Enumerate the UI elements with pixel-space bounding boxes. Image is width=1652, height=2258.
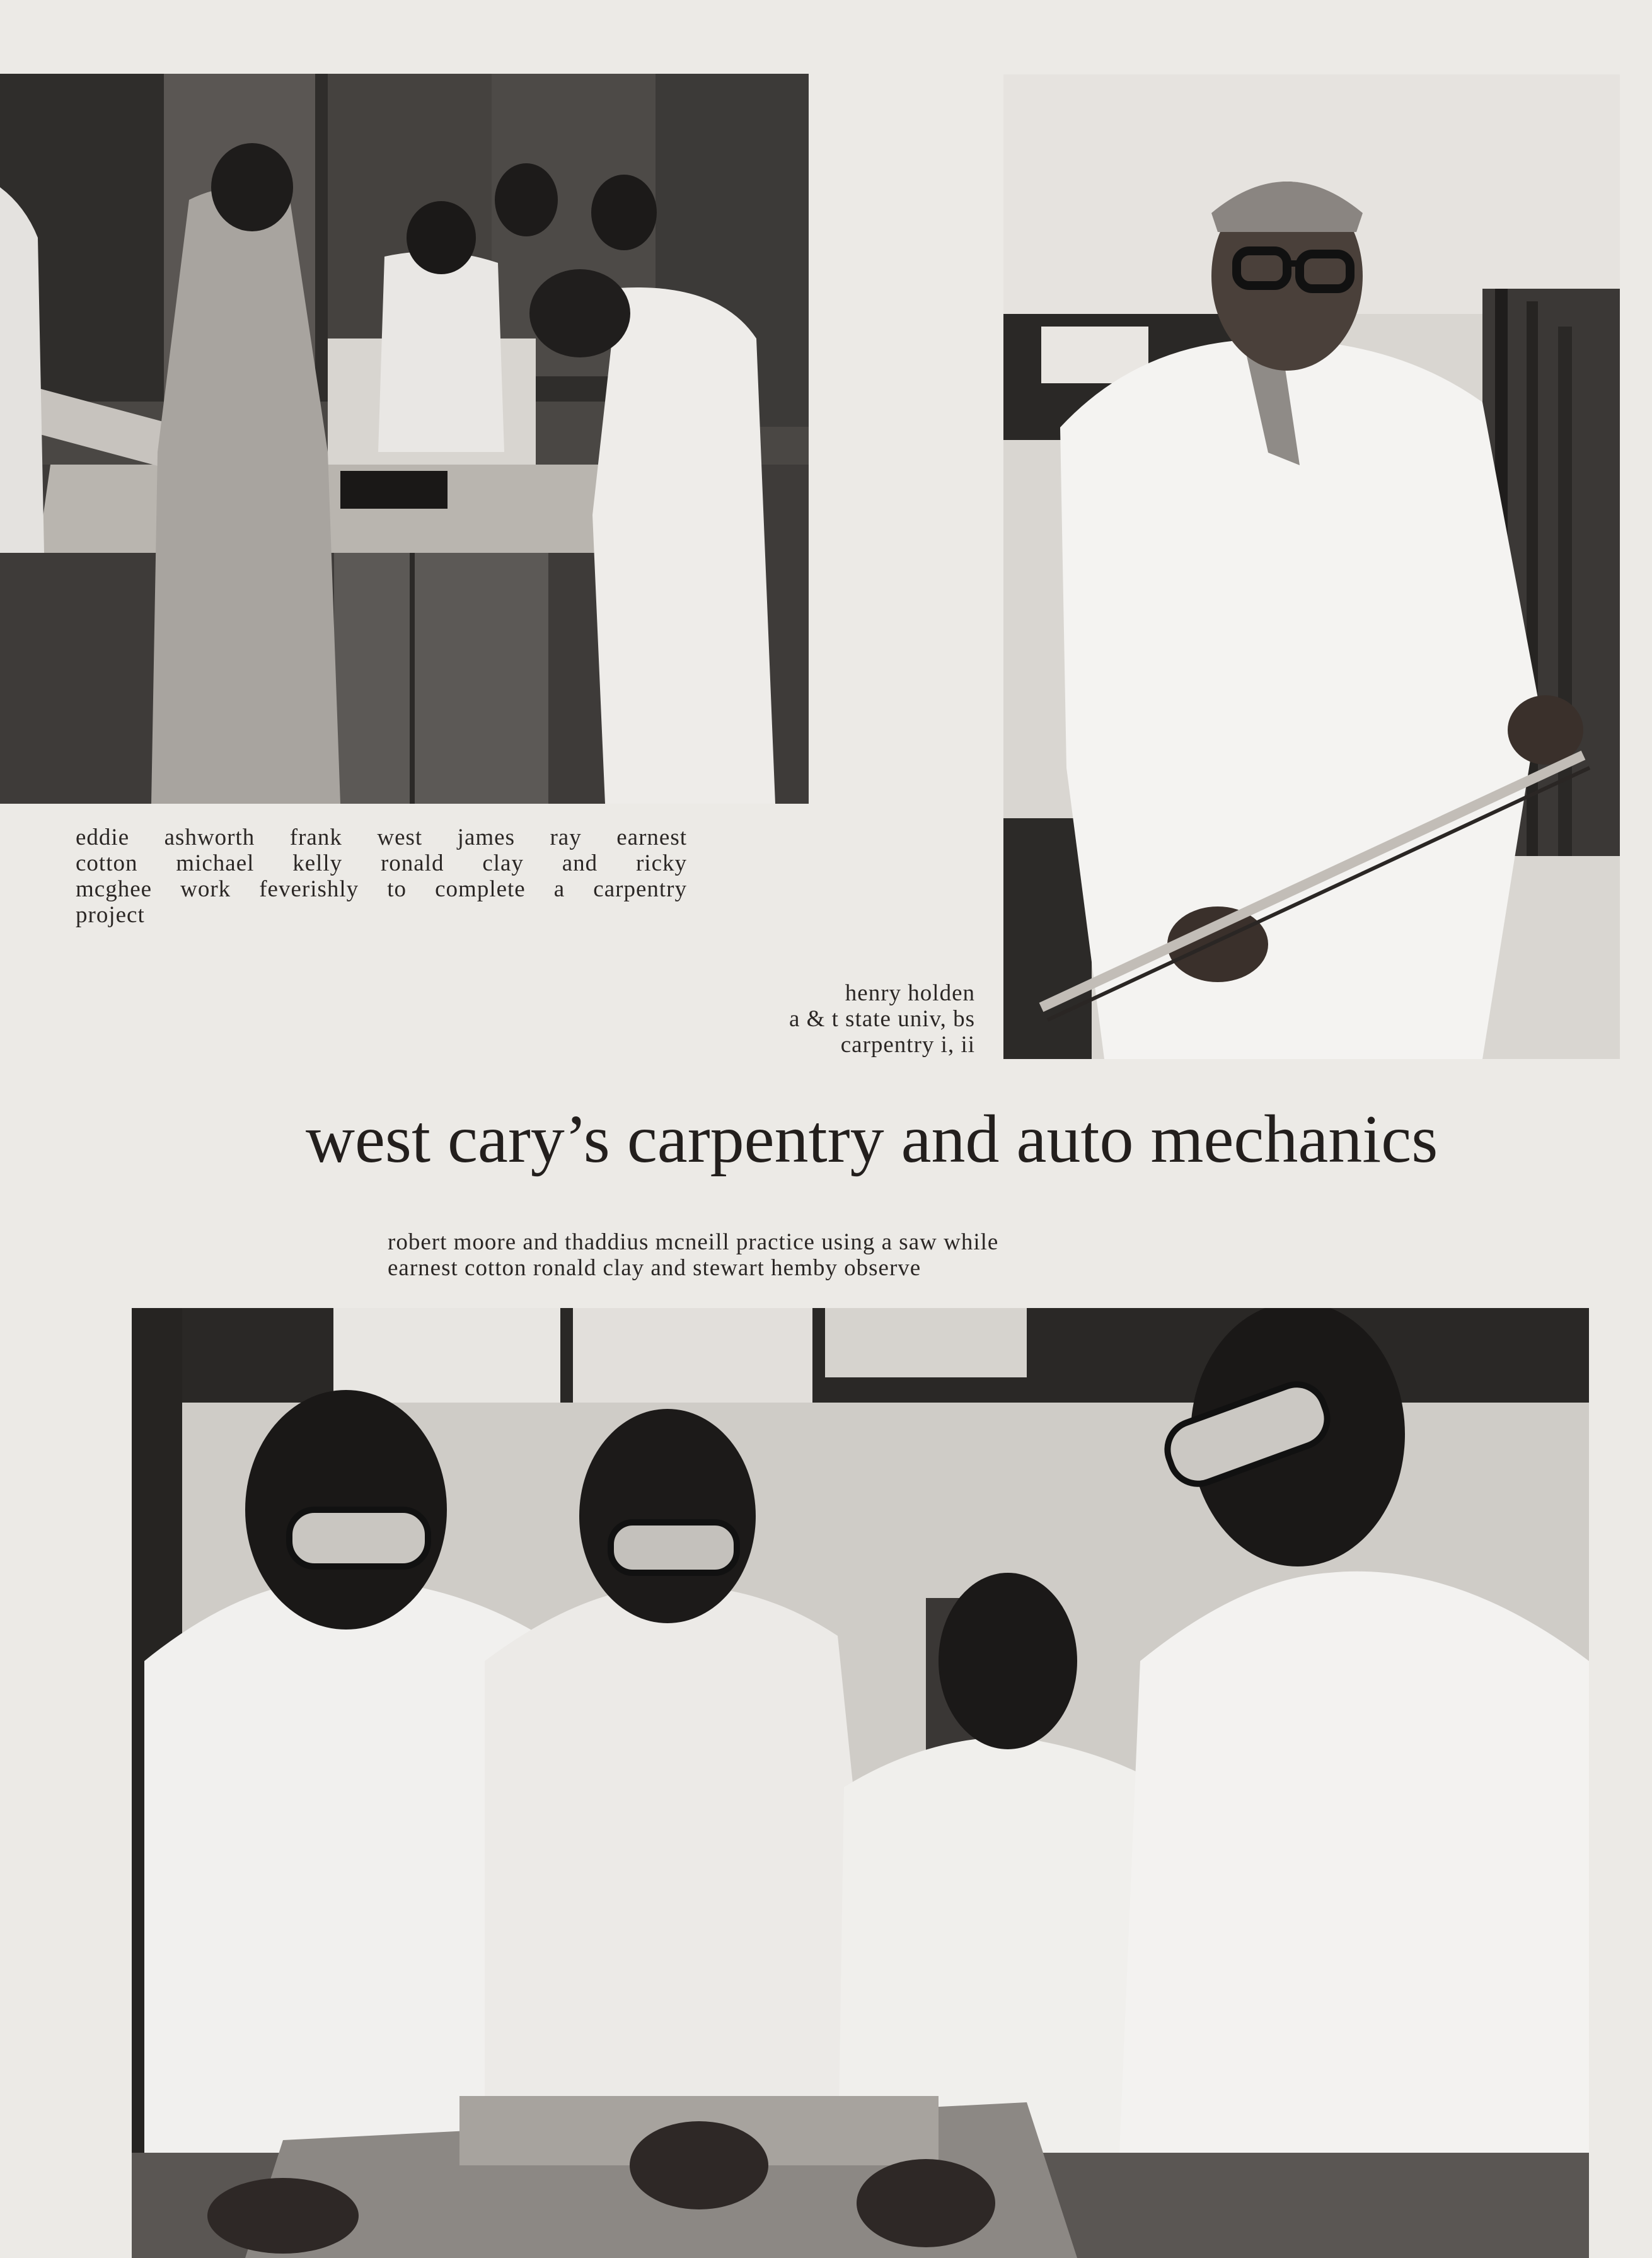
instructor-degree: a & t state univ, bs: [788, 1006, 975, 1032]
table-saw-photo: [132, 1308, 1589, 2258]
caption-line: eddie ashworth frank west james ray earnest: [76, 825, 687, 850]
table-saw-photo-image: [132, 1308, 1589, 2258]
workshop-photo-image: [0, 74, 809, 804]
instructor-photo-image: [1003, 74, 1620, 1059]
caption-line: project: [76, 902, 145, 928]
instructor-photo: [1003, 74, 1620, 1059]
caption-line: robert moore and thaddius mcneill practice using a saw while: [388, 1229, 999, 1255]
instructor-caption: [668, 980, 975, 1058]
workshop-photo-caption: [76, 825, 687, 928]
caption-line: mcghee work feverishly to complete a carpentry: [76, 876, 687, 902]
instructor-subjects: carpentry i, ii: [840, 1032, 975, 1058]
caption-line: earnest cotton ronald clay and stewart hemby observe: [388, 1255, 921, 1281]
table-saw-caption: [388, 1229, 1166, 1281]
instructor-name: henry holden: [845, 980, 975, 1006]
page-heading: west cary’s carpentry and auto mechanics: [306, 1102, 1438, 1177]
workshop-photo: [0, 74, 809, 804]
caption-line: cotton michael kelly ronald clay and ricky: [76, 850, 687, 876]
